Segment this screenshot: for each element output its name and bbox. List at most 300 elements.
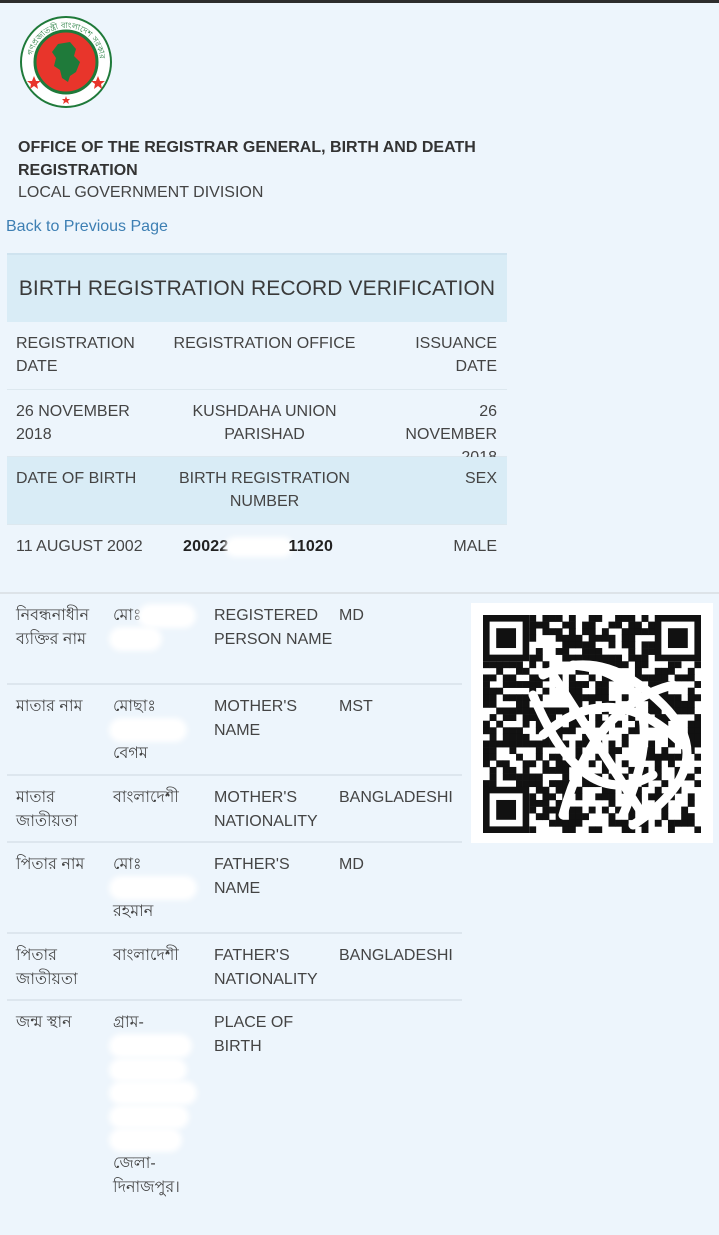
qr-module [529, 714, 536, 721]
qr-module [523, 694, 530, 701]
qr-module [569, 813, 576, 820]
qr-module [595, 635, 602, 642]
qr-module [490, 774, 497, 781]
qr-module [628, 655, 635, 662]
bn-value: বাংলাদেশী [113, 789, 179, 806]
qr-module [635, 655, 642, 662]
qr-module [675, 694, 682, 701]
qr-module [509, 714, 516, 721]
qr-module [569, 615, 576, 622]
qr-module [595, 694, 602, 701]
qr-module [490, 674, 497, 681]
qr-module [688, 793, 695, 800]
qr-module [668, 661, 675, 668]
qr-module [668, 826, 675, 833]
qr-module [536, 754, 543, 761]
qr-module [569, 681, 576, 688]
registration-date-label: REGISTRATION DATE [16, 335, 135, 375]
qr-module [622, 635, 629, 642]
qr-module [503, 774, 510, 781]
qr-module [642, 661, 649, 668]
qr-module [575, 681, 582, 688]
qr-module [622, 615, 629, 622]
qr-module [503, 681, 510, 688]
qr-module [509, 767, 516, 774]
qr-module [562, 727, 569, 734]
qr-module [661, 668, 668, 675]
bn-label: মাতার জাতীয়তা [16, 789, 78, 830]
date-of-birth-label: DATE OF BIRTH [16, 470, 137, 487]
qr-module [602, 807, 609, 814]
qr-module [496, 707, 503, 714]
qr-module [575, 741, 582, 748]
qr-module [694, 681, 701, 688]
birth-registration-number-label: BIRTH REGISTRATION NUMBER [179, 470, 350, 510]
qr-module [509, 707, 516, 714]
qr-module [609, 747, 616, 754]
qr-module [694, 734, 701, 741]
qr-module [575, 813, 582, 820]
qr-module [483, 688, 490, 695]
qr-module [648, 622, 655, 629]
qr-module [523, 741, 530, 748]
qr-module [688, 707, 695, 714]
qr-module [668, 668, 675, 675]
qr-module [609, 635, 616, 642]
qr-module [516, 681, 523, 688]
qr-module [556, 628, 563, 635]
qr-module [542, 793, 549, 800]
qr-module [582, 780, 589, 787]
qr-module [615, 615, 622, 622]
qr-module [509, 727, 516, 734]
qr-module [622, 694, 629, 701]
qr-module [655, 668, 662, 675]
qr-module [542, 807, 549, 814]
qr-module [483, 661, 490, 668]
bn-value: মোঃ [113, 604, 208, 651]
qr-module [668, 820, 675, 827]
detail-row-father-name [7, 843, 462, 934]
qr-module [490, 701, 497, 708]
qr-module [556, 820, 563, 827]
qr-module [523, 774, 530, 781]
qr-module [556, 707, 563, 714]
qr-module [655, 674, 662, 681]
qr-module [523, 707, 530, 714]
qr-module [483, 701, 490, 708]
qr-module [496, 688, 503, 695]
date-of-birth-value: 11 AUGUST 2002 [16, 538, 143, 555]
detail-row-registered-person [7, 594, 462, 685]
qr-module [635, 628, 642, 635]
qr-module [661, 780, 668, 787]
redaction [142, 608, 192, 624]
qr-module [569, 807, 576, 814]
qr-module [569, 641, 576, 648]
qr-module [542, 760, 549, 767]
qr-module [509, 741, 516, 748]
qr-module [595, 681, 602, 688]
qr-module [529, 628, 536, 635]
qr-module [694, 754, 701, 761]
qr-module [483, 780, 490, 787]
qr-module [503, 734, 510, 741]
qr-module [675, 820, 682, 827]
en-label: REGISTERED PERSON NAME [214, 607, 333, 648]
qr-module [622, 760, 629, 767]
seal-text: গণপ্রজাতন্ত্রী বাংলাদেশ সরকার [25, 20, 107, 60]
qr-module [602, 655, 609, 662]
en-value: MD [339, 607, 364, 624]
qr-module [575, 807, 582, 814]
registration-office-value: KUSHDAHA UNION PARISHAD [192, 403, 337, 443]
qr-module [509, 661, 516, 668]
qr-module [694, 661, 701, 668]
qr-module [549, 820, 556, 827]
qr-module [602, 635, 609, 642]
detail-row-father-nationality [7, 934, 462, 1001]
qr-module [503, 767, 510, 774]
bn-value: মোঃ রহমান [113, 853, 208, 924]
qr-module [516, 701, 523, 708]
qr-module [595, 648, 602, 655]
redaction [113, 1085, 193, 1101]
qr-finder-pattern [496, 628, 516, 648]
qr-module [562, 622, 569, 629]
qr-module [589, 826, 596, 833]
qr-module [668, 694, 675, 701]
qr-module [523, 760, 530, 767]
qr-module [562, 767, 569, 774]
qr-module [549, 767, 556, 774]
qr-module [615, 622, 622, 629]
qr-module [490, 780, 497, 787]
qr-module [556, 648, 563, 655]
qr-module [503, 714, 510, 721]
qr-module [496, 760, 503, 767]
qr-module [529, 760, 536, 767]
qr-module [549, 707, 556, 714]
qr-module [529, 635, 536, 642]
qr-module [582, 813, 589, 820]
qr-module [516, 661, 523, 668]
en-value: MD [339, 856, 364, 873]
qr-module [595, 615, 602, 622]
qr-module [509, 681, 516, 688]
qr-module [516, 780, 523, 787]
issuance-date-label: ISSUANCE DATE [415, 335, 497, 375]
bn-value: মোছাঃ বেগম [113, 695, 208, 766]
qr-module [622, 661, 629, 668]
qr-module [648, 754, 655, 761]
qr-module [503, 741, 510, 748]
qr-module [569, 727, 576, 734]
sex-value: MALE [453, 538, 497, 555]
qr-module [694, 780, 701, 787]
qr-module [589, 674, 596, 681]
qr-module [688, 668, 695, 675]
qr-module [523, 701, 530, 708]
qr-module [655, 787, 662, 794]
qr-module [622, 741, 629, 748]
qr-module [595, 688, 602, 695]
qr-module [542, 741, 549, 748]
qr-module [536, 648, 543, 655]
qr-module [529, 622, 536, 629]
qr-module [516, 734, 523, 741]
qr-module [589, 641, 596, 648]
qr-module [496, 668, 503, 675]
qr-module [589, 694, 596, 701]
qr-module [575, 820, 582, 827]
qr-module [542, 800, 549, 807]
qr-module [648, 641, 655, 648]
qr-module [536, 780, 543, 787]
qr-module [490, 727, 497, 734]
bn-label: মাতার নাম [16, 698, 83, 715]
qr-module [562, 641, 569, 648]
qr-module [523, 668, 530, 675]
qr-module [503, 707, 510, 714]
qr-module [509, 694, 516, 701]
qr-module [681, 820, 688, 827]
qr-module [516, 707, 523, 714]
qr-module [589, 648, 596, 655]
qr-module [490, 661, 497, 668]
qr-module [655, 760, 662, 767]
qr-module [602, 694, 609, 701]
back-to-previous-page-link[interactable]: Back to Previous Page [6, 218, 168, 235]
qr-module [536, 747, 543, 754]
qr-module [569, 628, 576, 635]
qr-module [523, 681, 530, 688]
qr-module [688, 813, 695, 820]
qr-module [694, 826, 701, 833]
qr-module [529, 774, 536, 781]
qr-module [661, 747, 668, 754]
qr-module [642, 826, 649, 833]
issuance-date-value: 26 NOVEMBER [405, 403, 497, 443]
qr-module [615, 820, 622, 827]
qr-module [562, 635, 569, 642]
qr-module [549, 780, 556, 787]
qr-module [516, 668, 523, 675]
qr-module [635, 668, 642, 675]
qr-module [569, 820, 576, 827]
qr-module [694, 721, 701, 728]
qr-module [582, 681, 589, 688]
qr-module [582, 648, 589, 655]
qr-module [509, 774, 516, 781]
qr-module [694, 714, 701, 721]
top-status-bar [0, 0, 719, 3]
qr-module [542, 622, 549, 629]
qr-module [490, 754, 497, 761]
qr-finder-pattern [668, 628, 688, 648]
qr-module [582, 694, 589, 701]
qr-module [483, 760, 490, 767]
qr-module [681, 674, 688, 681]
qr-module [615, 747, 622, 754]
qr-module [503, 661, 510, 668]
qr-module [516, 694, 523, 701]
detail-row-mother-name [7, 685, 462, 776]
qr-module [549, 714, 556, 721]
qr-module [536, 813, 543, 820]
en-label: FATHER'S NAME [214, 856, 290, 897]
qr-module [509, 674, 516, 681]
qr-module [496, 661, 503, 668]
qr-module [490, 747, 497, 754]
qr-module [542, 813, 549, 820]
qr-module [595, 793, 602, 800]
qr-module [648, 741, 655, 748]
qr-module [575, 694, 582, 701]
qr-module [562, 655, 569, 662]
qr-module [569, 674, 576, 681]
qr-module [549, 793, 556, 800]
qr-module [628, 628, 635, 635]
qr-module [642, 655, 649, 662]
qr-module [622, 641, 629, 648]
qr-module [556, 767, 563, 774]
qr-module [523, 721, 530, 728]
qr-module [483, 747, 490, 754]
qr-module [529, 615, 536, 622]
qr-module [609, 622, 616, 629]
qr-module [516, 754, 523, 761]
qr-code-icon [471, 603, 713, 843]
qr-module [503, 694, 510, 701]
qr-module [575, 747, 582, 754]
qr-module [562, 648, 569, 655]
registration-values-row [7, 390, 507, 457]
qr-module [569, 826, 576, 833]
qr-module [490, 714, 497, 721]
qr-module [556, 787, 563, 794]
qr-module [523, 780, 530, 787]
qr-module [483, 754, 490, 761]
qr-module [628, 648, 635, 655]
qr-module [675, 674, 682, 681]
bn-value: গ্রাম- জেলা- দিনাজপুর। [113, 1011, 208, 1199]
en-value: MST [339, 698, 373, 715]
qr-module [694, 767, 701, 774]
qr-module [622, 826, 629, 833]
qr-module [536, 741, 543, 748]
qr-module [529, 681, 536, 688]
redaction [113, 1132, 178, 1148]
qr-module [575, 793, 582, 800]
qr-module [549, 615, 556, 622]
qr-module [483, 681, 490, 688]
qr-module [529, 793, 536, 800]
qr-module [681, 807, 688, 814]
qr-module [542, 688, 549, 695]
qr-module [536, 655, 543, 662]
en-label: MOTHER'S NATIONALITY [214, 789, 318, 830]
en-value: BANGLADESHI [339, 789, 453, 806]
qr-module [628, 635, 635, 642]
qr-module [582, 628, 589, 635]
qr-module [490, 694, 497, 701]
qr-module [542, 787, 549, 794]
qr-module [562, 820, 569, 827]
qr-module [503, 760, 510, 767]
qr-module [635, 622, 642, 629]
qr-module [661, 674, 668, 681]
qr-module [529, 674, 536, 681]
qr-module [675, 661, 682, 668]
qr-module [602, 681, 609, 688]
qr-module [569, 655, 576, 662]
record-heading: BIRTH REGISTRATION RECORD VERIFICATION [7, 253, 507, 322]
qr-module [615, 655, 622, 662]
qr-module [536, 622, 543, 629]
qr-module [655, 820, 662, 827]
qr-module [490, 741, 497, 748]
redaction [113, 880, 193, 896]
qr-module [536, 681, 543, 688]
qr-module [483, 694, 490, 701]
qr-module [595, 714, 602, 721]
brn-suffix: 11020 [288, 538, 334, 555]
qr-module [529, 800, 536, 807]
qr-module [628, 727, 635, 734]
qr-module [595, 655, 602, 662]
qr-module [523, 714, 530, 721]
qr-module [575, 641, 582, 648]
qr-module [556, 780, 563, 787]
qr-module [575, 635, 582, 642]
qr-module [542, 661, 549, 668]
qr-module [549, 754, 556, 761]
detail-row-place-of-birth [7, 1001, 462, 1211]
qr-module [694, 727, 701, 734]
en-value: BANGLADESHI [339, 947, 453, 964]
qr-module [490, 767, 497, 774]
qr-module [648, 648, 655, 655]
qr-module [595, 826, 602, 833]
qr-module [569, 622, 576, 629]
qr-code-graphic [483, 615, 701, 833]
qr-module [642, 674, 649, 681]
qr-module [582, 641, 589, 648]
qr-module [681, 813, 688, 820]
qr-module [536, 800, 543, 807]
qr-module [609, 641, 616, 648]
qr-module [688, 800, 695, 807]
qr-module [668, 760, 675, 767]
qr-module [668, 754, 675, 761]
birth-labels-row [7, 457, 507, 525]
qr-module [516, 741, 523, 748]
qr-module [609, 793, 616, 800]
detail-row-mother-nationality [7, 776, 462, 843]
en-label: FATHER'S NATIONALITY [214, 947, 318, 988]
qr-module [589, 760, 596, 767]
qr-module [661, 813, 668, 820]
qr-module [688, 688, 695, 695]
en-label: MOTHER'S NAME [214, 698, 298, 739]
qr-module [681, 707, 688, 714]
qr-module [648, 628, 655, 635]
qr-module [609, 820, 616, 827]
qr-module [602, 628, 609, 635]
bangladesh-govt-seal-icon [20, 16, 112, 108]
qr-module [529, 741, 536, 748]
